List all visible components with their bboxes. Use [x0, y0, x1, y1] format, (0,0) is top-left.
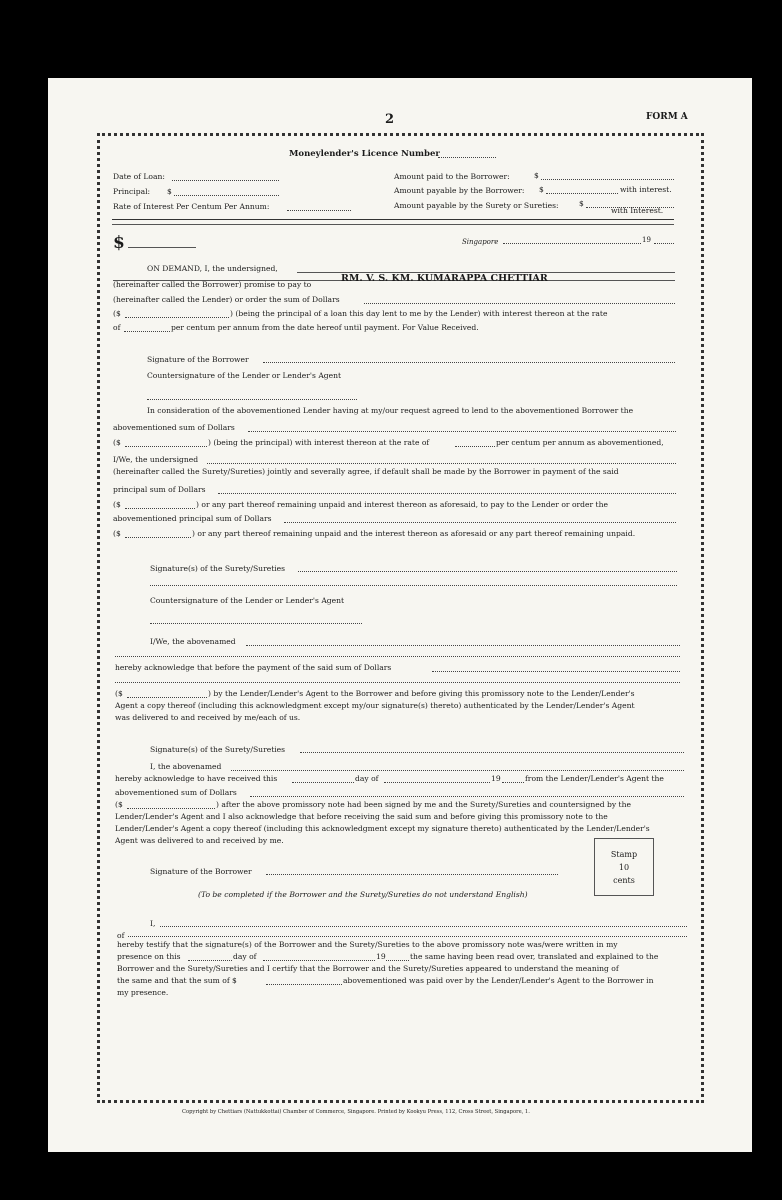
date-of-loan-field[interactable] — [172, 180, 279, 181]
ack1-sum-field-2[interactable] — [115, 682, 680, 683]
big-dollar-sign: $ — [113, 233, 125, 253]
surety-countersig-label: Countersignature of the Lender or Lender's Agent — [150, 596, 345, 605]
ack2-after-note: ) after the above promissory note had been signed by me and the Surety/Sureties and countersigned by the — [216, 800, 631, 809]
note-rate-field[interactable] — [124, 331, 170, 332]
singapore-label: Singapore — [462, 238, 499, 246]
ack1-name-field-2[interactable] — [115, 656, 680, 657]
form-id: FORM A — [646, 112, 688, 122]
ack1-agent-copy: Agent a copy thereof (including this acknowledgment except my/our signature(s) thereto) authenticated by the Lender/Lender's Agent — [115, 701, 635, 710]
sig-borrower-label: Signature of the Borrower — [147, 355, 249, 364]
iwe-abovenamed: I/We, the abovenamed — [150, 637, 236, 646]
on-demand-text: ON DEMAND, I, the undersigned, — [147, 264, 278, 273]
amount-payable-borrower-field[interactable] — [546, 193, 618, 194]
ack2-day-field[interactable] — [292, 782, 354, 783]
above-principal-amount-field[interactable] — [125, 537, 191, 538]
paren-dollar-2: ($ — [113, 438, 121, 447]
ack1-amount-field[interactable] — [127, 697, 207, 698]
with-interest-2: with Interest. — [611, 206, 664, 215]
big-amount-field[interactable] — [128, 247, 196, 248]
footer-copyright: Copyright by Chettiars (Nattukkottai) Chamber of Commerce, Singapore. Printed by Kookyu Press, 112, Cross Street, Singapore, 1. — [182, 1109, 530, 1115]
rate-label: Rate of Interest Per Centum Per Annum: — [113, 202, 270, 211]
hereinafter-borrower: (hereinafter called the Borrower) promise to pay to — [113, 280, 312, 289]
testimony-nineteen: 19 — [376, 952, 386, 961]
sig-surety-label: Signature(s) of the Surety/Sureties — [150, 564, 286, 573]
sum-dollars-field[interactable] — [364, 303, 675, 304]
testimony-same-having: the same having been read over, translated and explained to the — [410, 952, 659, 961]
page-number: 2 — [385, 112, 395, 127]
ack2-lender-agent: Lender/Lender's Agent and I also acknowledge that before receiving the said sum and before giving this promissory note to the — [115, 812, 608, 821]
sig-borrower-field[interactable] — [263, 362, 675, 363]
of-label: of — [113, 323, 121, 332]
ack2-amount-field[interactable] — [127, 808, 215, 809]
any-part-text: ) or any part thereof remaining unpaid and interest thereon as aforesaid, to pay to the Lender or order the — [196, 500, 608, 509]
per-centum-text: per centum per annum from the date hereof until payment. For Value Received. — [171, 323, 479, 332]
hereinafter-surety: (hereinafter called the Surety/Sureties) jointly and severally agree, if default shall be made by the Borrower in payment of the said — [113, 467, 619, 476]
lender-name: RM. V. S. KM. KUMARAPPA CHETTIAR — [341, 273, 548, 284]
year-field[interactable] — [654, 243, 674, 244]
testimony-day-field[interactable] — [188, 960, 232, 961]
hereinafter-lender: (hereinafter called the Lender) or order the sum of Dollars — [113, 295, 340, 304]
countersig-field[interactable] — [147, 399, 357, 400]
ack1-name-field[interactable] — [246, 645, 680, 646]
ack2-from-lender: from the Lender/Lender's Agent the — [525, 774, 664, 783]
year-label: 19 — [642, 236, 651, 244]
ack1-was-delivered: was delivered to and received by me/each of us. — [115, 713, 301, 722]
paren-dollar-6: ($ — [115, 800, 123, 809]
ack1-hereby: hereby acknowledge that before the payment of the said sum of Dollars — [115, 663, 392, 672]
testimony-year-field[interactable] — [386, 960, 409, 961]
testimony-day-of: day of — [233, 952, 257, 961]
testimony-name-field[interactable] — [160, 926, 687, 927]
sig-surety-field-2[interactable] — [150, 585, 677, 586]
consideration-text: In consideration of the abovementioned Lender having at my/our request agreed to lend to the abovementioned Borrower the — [147, 406, 634, 415]
stamp-line3: cents — [613, 876, 635, 885]
being-principal-text: ) (being the principal of a loan this day lent to me by the Lender) with interest thereon at the rate — [230, 309, 608, 318]
amount-payable-borrower-dollar: $ — [539, 185, 544, 194]
principal-amount-field[interactable] — [125, 508, 195, 509]
surety-name-field[interactable] — [207, 463, 676, 464]
surety-amount-field[interactable] — [125, 446, 207, 447]
above-principal: abovementioned principal sum of Dollars — [113, 514, 272, 523]
surety-being-principal: ) (being the principal) with interest thereon at the rate of — [208, 438, 430, 447]
ack2-copy-thereof: Lender/Lender's Agent a copy thereof (including this acknowledgment except my signature thereto) authenticated by the Lender/Lender's — [115, 824, 650, 833]
amount-paid-label: Amount paid to the Borrower: — [394, 172, 510, 181]
testimony-address-field[interactable] — [128, 936, 687, 937]
testimony-same-sum: the same and that the sum of $ — [117, 976, 237, 985]
per-centum-above: per centum per annum as abovementioned, — [496, 438, 664, 447]
testimony-hereby: hereby testify that the signature(s) of the Borrower and the Surety/Sureties to the above promissory note was/were written in my — [117, 940, 618, 949]
ack2-sum-field[interactable] — [250, 796, 684, 797]
countersig-label: Countersignature of the Lender or Lender's Agent — [147, 371, 342, 380]
surety-countersig-field[interactable] — [150, 623, 362, 624]
paren-dollar-5: ($ — [115, 689, 123, 698]
amount-payable-surety-label: Amount payable by the Surety or Sureties: — [394, 201, 559, 210]
testimony-my-presence: my presence. — [117, 988, 169, 997]
iwe-undersigned: I/We, the undersigned — [113, 455, 199, 464]
stamp-line1: Stamp — [610, 850, 638, 859]
ack2-month-field[interactable] — [384, 782, 490, 783]
with-interest-1: with interest. — [620, 185, 672, 194]
testimony-amount-field[interactable] — [266, 984, 342, 985]
amount-payable-surety-dollar: $ — [579, 199, 584, 208]
date-of-loan-label: Date of Loan: — [113, 172, 165, 181]
header-rule-1 — [112, 219, 674, 220]
amount-paid-field[interactable] — [541, 179, 674, 180]
ack2-year-field[interactable] — [502, 782, 524, 783]
principal-sum-field[interactable] — [218, 493, 676, 494]
amount-payable-borrower-label: Amount payable by the Borrower: — [394, 186, 525, 195]
note-amount-field[interactable] — [125, 317, 229, 318]
principal-sum: principal sum of Dollars — [113, 485, 206, 494]
amount-paid-dollar: $ — [534, 171, 539, 180]
surety-rate-field[interactable] — [455, 446, 495, 447]
principal-label: Principal: — [113, 187, 151, 196]
surety-sum-field[interactable] — [248, 431, 676, 432]
ack2-sig-field[interactable] — [266, 874, 558, 875]
paren-dollar-3: ($ — [113, 500, 121, 509]
stamp-box — [594, 838, 654, 896]
testimony-month-field[interactable] — [263, 960, 375, 961]
testimony-i: I, — [150, 919, 156, 928]
ack1-sig-surety: Signature(s) of the Surety/Sureties — [150, 745, 286, 754]
above-principal-field[interactable] — [284, 522, 676, 523]
testimony-of: of — [117, 931, 125, 940]
paren-dollar-4: ($ — [113, 529, 121, 538]
principal-field[interactable] — [174, 195, 279, 196]
testimony-borrower-surety: Borrower and the Surety/Sureties and I certify that the Borrower and the Surety/Sureties appeared to understand the meaning of — [117, 964, 619, 973]
ack2-sig-borrower: Signature of the Borrower — [150, 867, 252, 876]
principal-dollar: $ — [167, 187, 172, 196]
ack2-above-sum: abovementioned sum of Dollars — [115, 788, 237, 797]
sig-surety-field[interactable] — [298, 571, 677, 572]
ack2-hereby: hereby acknowledge to have received this — [115, 774, 278, 783]
paren-dollar-1: ($ — [113, 309, 121, 318]
header-rule-2 — [112, 224, 674, 225]
abovementioned-sum: abovementioned sum of Dollars — [113, 423, 235, 432]
ack2-nineteen: 19 — [491, 774, 501, 783]
ack1-sig-field[interactable] — [300, 752, 684, 753]
i-abovenamed: I, the abovenamed — [150, 762, 222, 771]
licence-number-line — [438, 157, 496, 158]
stamp-line2: 10 — [618, 863, 630, 872]
rate-field[interactable] — [287, 210, 351, 211]
place-date-field[interactable] — [503, 243, 641, 244]
ack1-by-lender: ) by the Lender/Lender's Agent to the Borrower and before giving this promissory note to the Lender/Lender's — [208, 689, 635, 698]
testimony-presence-on: presence on this — [117, 952, 181, 961]
page-title: Moneylender's Licence Number — [289, 149, 440, 159]
any-part-2-text: ) or any part thereof remaining unpaid and the interest thereon as aforesaid or any part thereof remaining unpaid. — [192, 529, 636, 538]
ack2-name-field[interactable] — [231, 770, 684, 771]
ack2-agent-delivered: Agent was delivered to and received by me. — [115, 836, 284, 845]
testimony-abovementioned-paid: abovementioned was paid over by the Lender/Lender's Agent to the Borrower in — [343, 976, 654, 985]
ack2-day-of: day of — [355, 774, 379, 783]
instruction-text: (To be completed if the Borrower and the Surety/Sureties do not understand English) — [198, 890, 528, 899]
ack1-sum-field[interactable] — [432, 671, 680, 672]
